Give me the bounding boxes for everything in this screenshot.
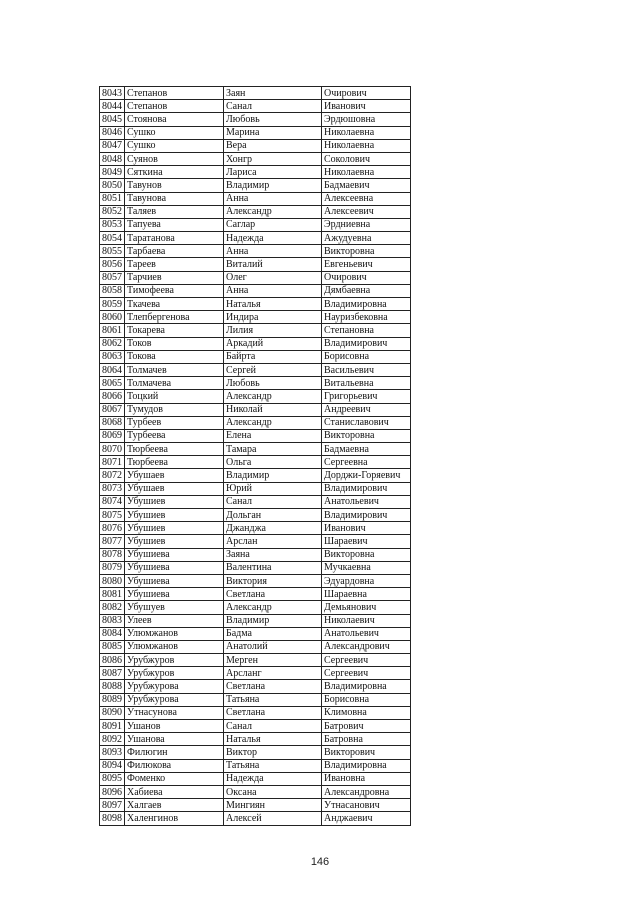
surname-cell: Халгаев	[125, 799, 224, 812]
patronymic-cell: Степановна	[322, 324, 411, 337]
surname-cell: Степанов	[125, 100, 224, 113]
patronymic-cell: Станиславович	[322, 416, 411, 429]
row-number-cell: 8096	[100, 785, 125, 798]
table-row	[100, 680, 411, 693]
table-row	[100, 126, 411, 139]
patronymic-cell: Викторовна	[322, 548, 411, 561]
row-number-cell: 8093	[100, 746, 125, 759]
patronymic-cell: Эдуардовна	[322, 574, 411, 587]
patronymic-cell: Владимировна	[322, 759, 411, 772]
patronymic-cell: Сергеевич	[322, 654, 411, 667]
patronymic-cell: Алексеевич	[322, 205, 411, 218]
surname-cell: Токарева	[125, 324, 224, 337]
table-row	[100, 785, 411, 798]
first-name-cell: Любовь	[224, 113, 322, 126]
table-row	[100, 232, 411, 245]
patronymic-cell: Витальевна	[322, 377, 411, 390]
patronymic-cell: Викторовна	[322, 429, 411, 442]
table-row	[100, 614, 411, 627]
surname-cell: Убушиева	[125, 561, 224, 574]
table-row	[100, 298, 411, 311]
first-name-cell: Байрта	[224, 350, 322, 363]
first-name-cell: Александр	[224, 205, 322, 218]
row-number-cell: 8094	[100, 759, 125, 772]
names-table-body	[100, 87, 411, 826]
table-row	[100, 482, 411, 495]
patronymic-cell: Науризбековна	[322, 311, 411, 324]
row-number-cell: 8092	[100, 733, 125, 746]
patronymic-cell: Шараевна	[322, 588, 411, 601]
first-name-cell: Надежда	[224, 232, 322, 245]
table-row	[100, 403, 411, 416]
table-row	[100, 627, 411, 640]
patronymic-cell: Дорджи-Горяевич	[322, 469, 411, 482]
surname-cell: Таляев	[125, 205, 224, 218]
surname-cell: Тарчиев	[125, 271, 224, 284]
surname-cell: Убушиев	[125, 495, 224, 508]
row-number-cell: 8054	[100, 232, 125, 245]
table-row	[100, 495, 411, 508]
surname-cell: Убушаев	[125, 469, 224, 482]
table-row	[100, 205, 411, 218]
row-number-cell: 8076	[100, 522, 125, 535]
table-row	[100, 574, 411, 587]
surname-cell: Тарбаева	[125, 245, 224, 258]
patronymic-cell: Дямбаевна	[322, 284, 411, 297]
row-number-cell: 8072	[100, 469, 125, 482]
row-number-cell: 8083	[100, 614, 125, 627]
row-number-cell: 8057	[100, 271, 125, 284]
table-row	[100, 772, 411, 785]
patronymic-cell: Сергеевич	[322, 667, 411, 680]
table-row	[100, 733, 411, 746]
patronymic-cell: Климовна	[322, 706, 411, 719]
surname-cell: Фоменко	[125, 772, 224, 785]
patronymic-cell: Демьянович	[322, 601, 411, 614]
surname-cell: Улеев	[125, 614, 224, 627]
row-number-cell: 8071	[100, 456, 125, 469]
row-number-cell: 8091	[100, 720, 125, 733]
first-name-cell: Елена	[224, 429, 322, 442]
table-row	[100, 271, 411, 284]
first-name-cell: Лилия	[224, 324, 322, 337]
patronymic-cell: Бадмаевич	[322, 179, 411, 192]
surname-cell: Стоянова	[125, 113, 224, 126]
table-row	[100, 139, 411, 152]
table-row	[100, 469, 411, 482]
patronymic-cell: Николаевна	[322, 126, 411, 139]
row-number-cell: 8059	[100, 298, 125, 311]
first-name-cell: Саглар	[224, 218, 322, 231]
surname-cell: Токов	[125, 337, 224, 350]
patronymic-cell: Григорьевич	[322, 390, 411, 403]
surname-cell: Сушко	[125, 126, 224, 139]
patronymic-cell: Александрович	[322, 640, 411, 653]
patronymic-cell: Борисовна	[322, 350, 411, 363]
surname-cell: Тавунов	[125, 179, 224, 192]
patronymic-cell: Викторовна	[322, 245, 411, 258]
row-number-cell: 8067	[100, 403, 125, 416]
surname-cell: Ткачева	[125, 298, 224, 311]
table-row	[100, 509, 411, 522]
first-name-cell: Хонгр	[224, 152, 322, 165]
first-name-cell: Лариса	[224, 166, 322, 179]
row-number-cell: 8068	[100, 416, 125, 429]
row-number-cell: 8050	[100, 179, 125, 192]
row-number-cell: 8081	[100, 588, 125, 601]
row-number-cell: 8044	[100, 100, 125, 113]
first-name-cell: Татьяна	[224, 693, 322, 706]
patronymic-cell: Шараевич	[322, 535, 411, 548]
row-number-cell: 8064	[100, 363, 125, 376]
patronymic-cell: Очирович	[322, 87, 411, 100]
first-name-cell: Олег	[224, 271, 322, 284]
patronymic-cell: Соколович	[322, 152, 411, 165]
first-name-cell: Аркадий	[224, 337, 322, 350]
surname-cell: Тареев	[125, 258, 224, 271]
surname-cell: Толмачева	[125, 377, 224, 390]
surname-cell: Тумудов	[125, 403, 224, 416]
surname-cell: Убушиев	[125, 522, 224, 535]
row-number-cell: 8065	[100, 377, 125, 390]
surname-cell: Филюгин	[125, 746, 224, 759]
surname-cell: Сяткина	[125, 166, 224, 179]
first-name-cell: Ольга	[224, 456, 322, 469]
surname-cell: Утнасунова	[125, 706, 224, 719]
first-name-cell: Бадма	[224, 627, 322, 640]
table-row	[100, 166, 411, 179]
table-row	[100, 443, 411, 456]
surname-cell: Убушиев	[125, 509, 224, 522]
patronymic-cell: Николаевна	[322, 139, 411, 152]
patronymic-cell: Евгеньевич	[322, 258, 411, 271]
first-name-cell: Виктория	[224, 574, 322, 587]
surname-cell: Хабиева	[125, 785, 224, 798]
table-row	[100, 720, 411, 733]
patronymic-cell: Утнасанович	[322, 799, 411, 812]
surname-cell: Тюрбеева	[125, 456, 224, 469]
row-number-cell: 8086	[100, 654, 125, 667]
table-row	[100, 192, 411, 205]
first-name-cell: Виктор	[224, 746, 322, 759]
first-name-cell: Владимир	[224, 614, 322, 627]
row-number-cell: 8066	[100, 390, 125, 403]
patronymic-cell: Ивановна	[322, 772, 411, 785]
surname-cell: Тюрбеева	[125, 443, 224, 456]
patronymic-cell: Мучкаевна	[322, 561, 411, 574]
patronymic-cell: Анатольевич	[322, 495, 411, 508]
table-row	[100, 535, 411, 548]
patronymic-cell: Владимирович	[322, 509, 411, 522]
surname-cell: Убушуев	[125, 601, 224, 614]
row-number-cell: 8080	[100, 574, 125, 587]
table-row	[100, 179, 411, 192]
first-name-cell: Александр	[224, 416, 322, 429]
first-name-cell: Арсланг	[224, 667, 322, 680]
patronymic-cell: Алексеевна	[322, 192, 411, 205]
surname-cell: Убушиева	[125, 574, 224, 587]
surname-cell: Тапуева	[125, 218, 224, 231]
patronymic-cell: Николаевна	[322, 166, 411, 179]
first-name-cell: Джанджа	[224, 522, 322, 535]
surname-cell: Урубжурова	[125, 693, 224, 706]
patronymic-cell: Бадмаевна	[322, 443, 411, 456]
table-row	[100, 100, 411, 113]
table-row	[100, 337, 411, 350]
patronymic-cell: Сергеевна	[322, 456, 411, 469]
row-number-cell: 8077	[100, 535, 125, 548]
row-number-cell: 8095	[100, 772, 125, 785]
surname-cell: Урубжуров	[125, 667, 224, 680]
first-name-cell: Санал	[224, 720, 322, 733]
row-number-cell: 8061	[100, 324, 125, 337]
table-row	[100, 561, 411, 574]
patronymic-cell: Николаевич	[322, 614, 411, 627]
page-number: 146	[310, 856, 330, 868]
row-number-cell: 8073	[100, 482, 125, 495]
table-row	[100, 812, 411, 825]
surname-cell: Тимофеева	[125, 284, 224, 297]
patronymic-cell: Иванович	[322, 522, 411, 535]
names-table	[99, 86, 411, 826]
row-number-cell: 8089	[100, 693, 125, 706]
surname-cell: Турбеева	[125, 429, 224, 442]
table-row	[100, 258, 411, 271]
patronymic-cell: Батрович	[322, 720, 411, 733]
first-name-cell: Александр	[224, 601, 322, 614]
row-number-cell: 8047	[100, 139, 125, 152]
table-row	[100, 284, 411, 297]
first-name-cell: Наталья	[224, 298, 322, 311]
patronymic-cell: Андреевич	[322, 403, 411, 416]
first-name-cell: Николай	[224, 403, 322, 416]
first-name-cell: Светлана	[224, 706, 322, 719]
first-name-cell: Анна	[224, 192, 322, 205]
table-row	[100, 456, 411, 469]
first-name-cell: Владимир	[224, 469, 322, 482]
table-row	[100, 759, 411, 772]
row-number-cell: 8074	[100, 495, 125, 508]
patronymic-cell: Анджаевич	[322, 812, 411, 825]
first-name-cell: Мингиян	[224, 799, 322, 812]
surname-cell: Степанов	[125, 87, 224, 100]
table-row	[100, 654, 411, 667]
surname-cell: Таратанова	[125, 232, 224, 245]
first-name-cell: Санал	[224, 100, 322, 113]
row-number-cell: 8079	[100, 561, 125, 574]
row-number-cell: 8056	[100, 258, 125, 271]
patronymic-cell: Батровна	[322, 733, 411, 746]
table-row	[100, 416, 411, 429]
patronymic-cell: Владимировна	[322, 680, 411, 693]
first-name-cell: Тамара	[224, 443, 322, 456]
first-name-cell: Марина	[224, 126, 322, 139]
row-number-cell: 8058	[100, 284, 125, 297]
first-name-cell: Виталий	[224, 258, 322, 271]
patronymic-cell: Александровна	[322, 785, 411, 798]
surname-cell: Урубжурова	[125, 680, 224, 693]
surname-cell: Тлепбергенова	[125, 311, 224, 324]
table-row	[100, 113, 411, 126]
patronymic-cell: Владимирович	[322, 482, 411, 495]
surname-cell: Турбеев	[125, 416, 224, 429]
first-name-cell: Оксана	[224, 785, 322, 798]
table-row	[100, 429, 411, 442]
first-name-cell: Любовь	[224, 377, 322, 390]
surname-cell: Филюкова	[125, 759, 224, 772]
table-row	[100, 706, 411, 719]
row-number-cell: 8048	[100, 152, 125, 165]
row-number-cell: 8062	[100, 337, 125, 350]
first-name-cell: Светлана	[224, 588, 322, 601]
first-name-cell: Мерген	[224, 654, 322, 667]
surname-cell: Тавунова	[125, 192, 224, 205]
row-number-cell: 8098	[100, 812, 125, 825]
first-name-cell: Надежда	[224, 772, 322, 785]
first-name-cell: Санал	[224, 495, 322, 508]
row-number-cell: 8045	[100, 113, 125, 126]
row-number-cell: 8053	[100, 218, 125, 231]
surname-cell: Сушко	[125, 139, 224, 152]
row-number-cell: 8043	[100, 87, 125, 100]
first-name-cell: Юрий	[224, 482, 322, 495]
surname-cell: Убушиев	[125, 535, 224, 548]
row-number-cell: 8082	[100, 601, 125, 614]
patronymic-cell: Иванович	[322, 100, 411, 113]
first-name-cell: Заян	[224, 87, 322, 100]
row-number-cell: 8085	[100, 640, 125, 653]
table-row	[100, 522, 411, 535]
patronymic-cell: Эрдниевна	[322, 218, 411, 231]
first-name-cell: Александр	[224, 390, 322, 403]
first-name-cell: Алексей	[224, 812, 322, 825]
patronymic-cell: Анатольевич	[322, 627, 411, 640]
table-row	[100, 324, 411, 337]
table-row	[100, 693, 411, 706]
first-name-cell: Анатолий	[224, 640, 322, 653]
patronymic-cell: Ажудуевна	[322, 232, 411, 245]
patronymic-cell: Очирович	[322, 271, 411, 284]
surname-cell: Урубжуров	[125, 654, 224, 667]
row-number-cell: 8097	[100, 799, 125, 812]
row-number-cell: 8078	[100, 548, 125, 561]
row-number-cell: 8090	[100, 706, 125, 719]
table-row	[100, 390, 411, 403]
row-number-cell: 8046	[100, 126, 125, 139]
table-row	[100, 667, 411, 680]
surname-cell: Ушанов	[125, 720, 224, 733]
first-name-cell: Дольган	[224, 509, 322, 522]
row-number-cell: 8084	[100, 627, 125, 640]
table-row	[100, 218, 411, 231]
table-row	[100, 746, 411, 759]
patronymic-cell: Васильевич	[322, 363, 411, 376]
table-row	[100, 640, 411, 653]
patronymic-cell: Викторович	[322, 746, 411, 759]
table-row	[100, 377, 411, 390]
surname-cell: Суянов	[125, 152, 224, 165]
row-number-cell: 8052	[100, 205, 125, 218]
table-row	[100, 152, 411, 165]
row-number-cell: 8070	[100, 443, 125, 456]
surname-cell: Улюмжанов	[125, 627, 224, 640]
row-number-cell: 8051	[100, 192, 125, 205]
first-name-cell: Светлана	[224, 680, 322, 693]
first-name-cell: Наталья	[224, 733, 322, 746]
surname-cell: Толмачев	[125, 363, 224, 376]
table-row	[100, 311, 411, 324]
first-name-cell: Владимир	[224, 179, 322, 192]
patronymic-cell: Владимировна	[322, 298, 411, 311]
surname-cell: Улюмжанов	[125, 640, 224, 653]
first-name-cell: Индира	[224, 311, 322, 324]
first-name-cell: Валентина	[224, 561, 322, 574]
surname-cell: Токова	[125, 350, 224, 363]
table-row	[100, 87, 411, 100]
surname-cell: Убушиева	[125, 548, 224, 561]
table-row	[100, 350, 411, 363]
first-name-cell: Анна	[224, 245, 322, 258]
row-number-cell: 8087	[100, 667, 125, 680]
row-number-cell: 8063	[100, 350, 125, 363]
surname-cell: Тоцкий	[125, 390, 224, 403]
row-number-cell: 8049	[100, 166, 125, 179]
first-name-cell: Заяна	[224, 548, 322, 561]
table-row	[100, 601, 411, 614]
table-row	[100, 245, 411, 258]
row-number-cell: 8055	[100, 245, 125, 258]
row-number-cell: 8060	[100, 311, 125, 324]
patronymic-cell: Борисовна	[322, 693, 411, 706]
first-name-cell: Анна	[224, 284, 322, 297]
first-name-cell: Вера	[224, 139, 322, 152]
surname-cell: Ушанова	[125, 733, 224, 746]
row-number-cell: 8075	[100, 509, 125, 522]
first-name-cell: Сергей	[224, 363, 322, 376]
table-row	[100, 799, 411, 812]
first-name-cell: Татьяна	[224, 759, 322, 772]
row-number-cell: 8088	[100, 680, 125, 693]
table-row	[100, 363, 411, 376]
row-number-cell: 8069	[100, 429, 125, 442]
patronymic-cell: Владимирович	[322, 337, 411, 350]
surname-cell: Халенгинов	[125, 812, 224, 825]
table-row	[100, 588, 411, 601]
patronymic-cell: Эрдюшовна	[322, 113, 411, 126]
surname-cell: Убушиева	[125, 588, 224, 601]
table-row	[100, 548, 411, 561]
first-name-cell: Арслан	[224, 535, 322, 548]
surname-cell: Убушаев	[125, 482, 224, 495]
